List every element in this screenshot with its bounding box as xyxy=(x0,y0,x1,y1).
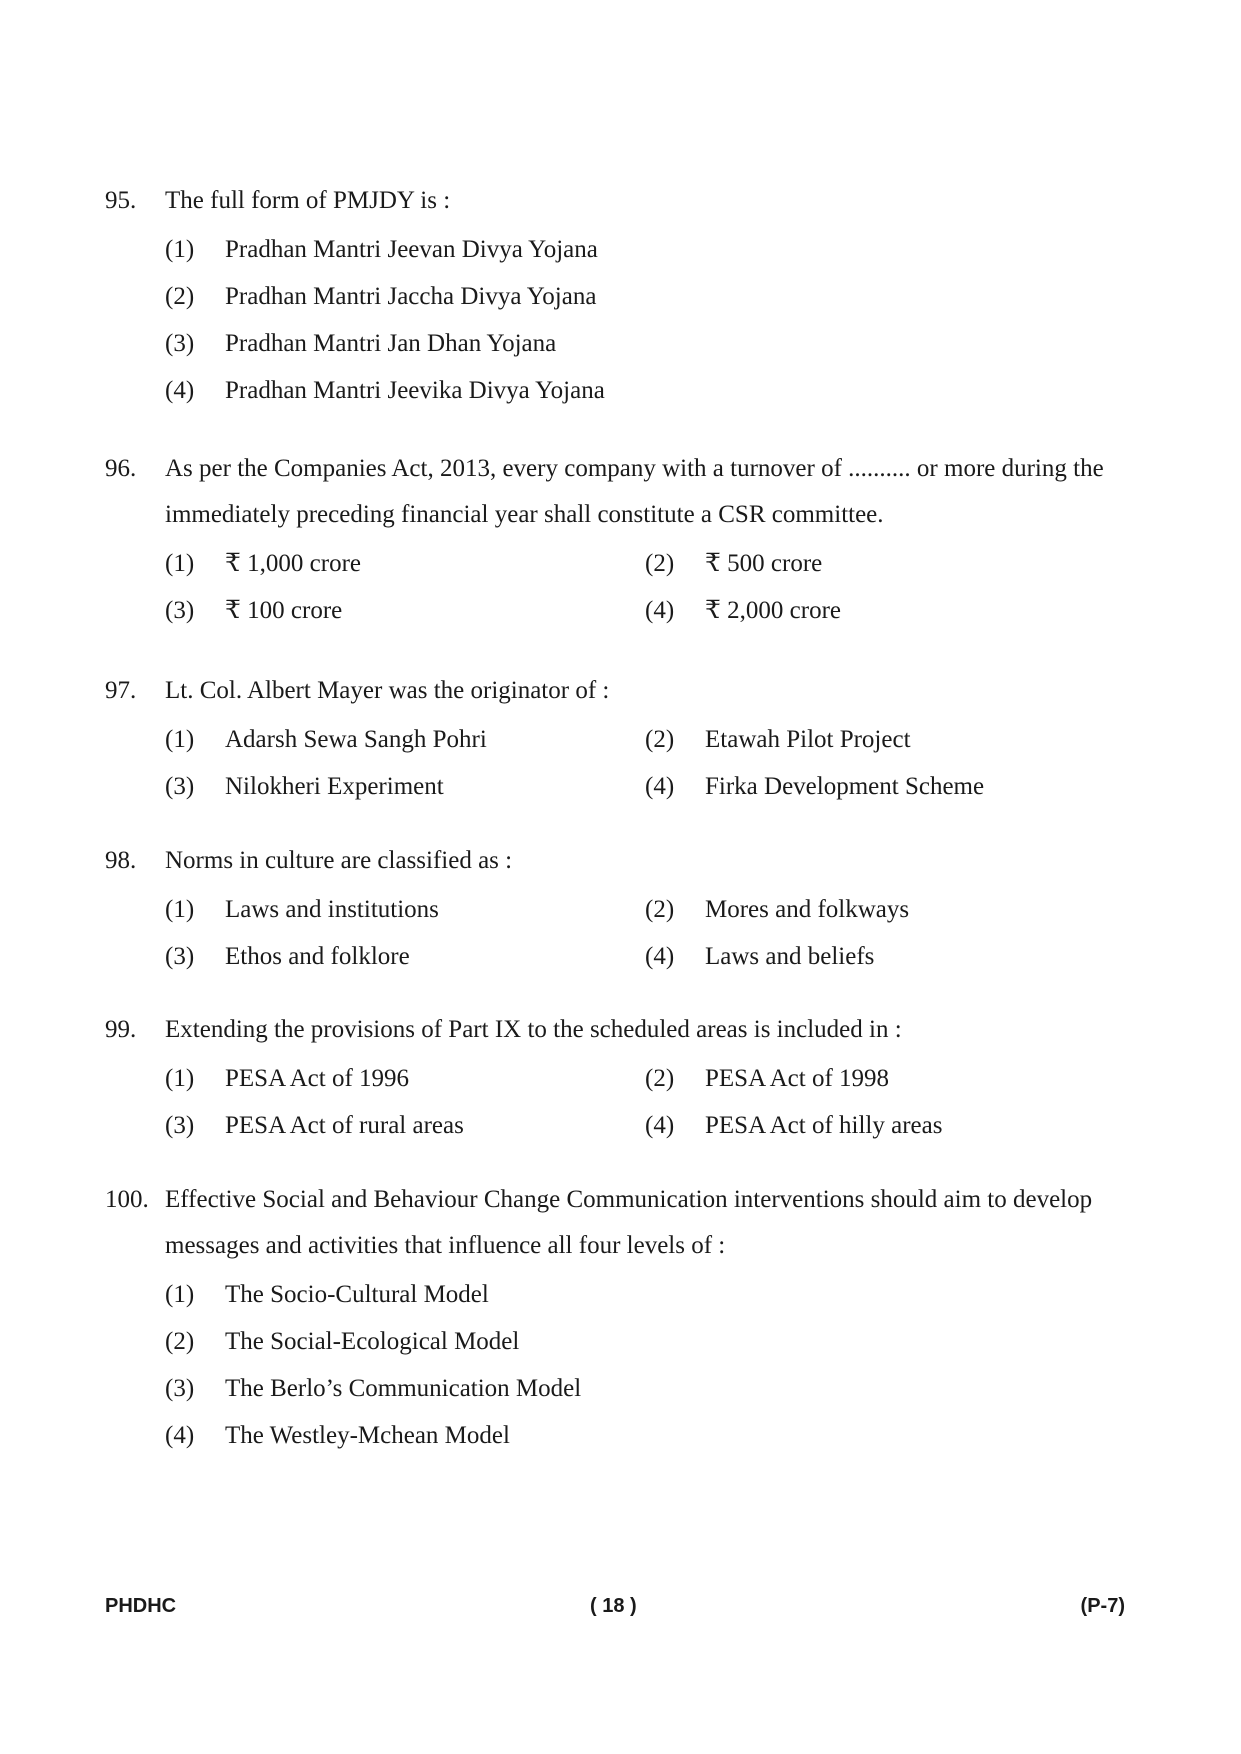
option-number: (2) xyxy=(165,282,195,310)
question-text: Lt. Col. Albert Mayer was the originator of : xyxy=(165,677,610,704)
option-number: (1) xyxy=(165,1280,195,1308)
paper-code: (P-7) xyxy=(1080,1595,1125,1617)
options-list xyxy=(165,226,1145,414)
option-text: ₹ 2,000 crore xyxy=(705,596,841,624)
options-grid xyxy=(165,1055,1145,1149)
option xyxy=(165,1102,645,1149)
question-98 xyxy=(105,838,1145,980)
option xyxy=(645,763,1125,810)
option xyxy=(645,716,1125,763)
option-text: PESA Act of rural areas xyxy=(225,1111,464,1139)
option-text: Pradhan Mantri Jeevan Divya Yojana xyxy=(225,235,598,263)
question-text: As per the Companies Act, 2013, every company with a turnover of .......... or more during the immediately preceding financial year shall constitute a CSR committee. xyxy=(165,455,1104,528)
option-text: ₹ 1,000 crore xyxy=(225,549,361,577)
option-text: PESA Act of 1998 xyxy=(705,1064,890,1092)
option-number: (2) xyxy=(645,725,675,753)
question-text: Extending the provisions of Part IX to the scheduled areas is included in : xyxy=(165,1016,902,1043)
question-number: 98. xyxy=(105,847,137,874)
option xyxy=(165,763,645,810)
option-number: (3) xyxy=(165,1111,195,1139)
option-number: (3) xyxy=(165,942,195,970)
option xyxy=(165,1412,1145,1459)
option xyxy=(165,367,1145,414)
option xyxy=(165,587,645,634)
page-footer xyxy=(105,1595,1125,1625)
option-text: Ethos and folklore xyxy=(225,942,410,970)
option xyxy=(645,540,1125,587)
options-grid xyxy=(165,540,1145,634)
option xyxy=(165,226,1145,273)
option-number: (3) xyxy=(165,329,195,357)
option xyxy=(165,540,645,587)
option xyxy=(165,1271,1145,1318)
option-text: PESA Act of hilly areas xyxy=(705,1111,943,1139)
question-text: Effective Social and Behaviour Change Communication interventions should aim to develop messages and activities that influence all four levels of : xyxy=(165,1186,1093,1259)
option-text: The Berlo’s Communication Model xyxy=(225,1374,582,1402)
question-99 xyxy=(105,1007,1145,1149)
option-text: ₹ 500 crore xyxy=(705,549,823,577)
option-number: (4) xyxy=(165,376,195,404)
option xyxy=(645,933,1125,980)
option-number: (1) xyxy=(165,725,195,753)
question-95 xyxy=(105,178,1145,414)
option-number: (4) xyxy=(645,596,675,624)
question-96 xyxy=(105,446,1145,634)
option-number: (2) xyxy=(165,1327,195,1355)
question-100 xyxy=(105,1177,1145,1459)
option-text: The Socio-Cultural Model xyxy=(225,1280,489,1308)
option-text: Etawah Pilot Project xyxy=(705,725,911,753)
option-text: Mores and folkways xyxy=(705,895,910,923)
option xyxy=(165,320,1145,367)
options-grid xyxy=(165,716,1145,810)
question-number: 95. xyxy=(105,187,137,214)
option xyxy=(165,886,645,933)
option-number: (1) xyxy=(165,549,195,577)
question-number: 99. xyxy=(105,1016,137,1043)
option-number: (1) xyxy=(165,1064,195,1092)
option-text: ₹ 100 crore xyxy=(225,596,343,624)
option-text: Laws and institutions xyxy=(225,895,439,923)
option-text: Pradhan Mantri Jan Dhan Yojana xyxy=(225,329,557,357)
option xyxy=(645,1102,1125,1149)
option-number: (2) xyxy=(645,549,675,577)
footer-code: PHDHC xyxy=(105,1595,177,1617)
option-text: The Social-Ecological Model xyxy=(225,1327,520,1355)
option xyxy=(645,587,1125,634)
options-list xyxy=(165,1271,1145,1459)
option-number: (3) xyxy=(165,1374,195,1402)
option-text: The Westley-Mchean Model xyxy=(225,1421,510,1449)
question-text: The full form of PMJDY is : xyxy=(165,187,451,214)
option xyxy=(645,1055,1125,1102)
option xyxy=(165,933,645,980)
option-text: Firka Development Scheme xyxy=(705,772,985,800)
option-number: (4) xyxy=(645,772,675,800)
option-text: Pradhan Mantri Jaccha Divya Yojana xyxy=(225,282,597,310)
option-number: (2) xyxy=(645,895,675,923)
option-number: (3) xyxy=(165,596,195,624)
option xyxy=(165,1365,1145,1412)
option-number: (1) xyxy=(165,895,195,923)
option-text: Nilokheri Experiment xyxy=(225,772,444,800)
option xyxy=(165,716,645,763)
question-number: 96. xyxy=(105,455,137,482)
option xyxy=(165,1055,645,1102)
options-grid xyxy=(165,886,1145,980)
option xyxy=(165,273,1145,320)
question-97 xyxy=(105,668,1145,810)
option-text: Pradhan Mantri Jeevika Divya Yojana xyxy=(225,376,605,404)
option-text: Laws and beliefs xyxy=(705,942,875,970)
option-number: (2) xyxy=(645,1064,675,1092)
page-number: ( 18 ) xyxy=(590,1595,637,1617)
option-number: (1) xyxy=(165,235,195,263)
question-number: 97. xyxy=(105,677,137,704)
option-text: PESA Act of 1996 xyxy=(225,1064,410,1092)
option-number: (4) xyxy=(645,942,675,970)
option xyxy=(165,1318,1145,1365)
question-text: Norms in culture are classified as : xyxy=(165,847,513,874)
option-number: (4) xyxy=(645,1111,675,1139)
option xyxy=(645,886,1125,933)
option-number: (3) xyxy=(165,772,195,800)
option-text: Adarsh Sewa Sangh Pohri xyxy=(225,725,487,753)
question-number: 100. xyxy=(105,1186,149,1213)
option-number: (4) xyxy=(165,1421,195,1449)
